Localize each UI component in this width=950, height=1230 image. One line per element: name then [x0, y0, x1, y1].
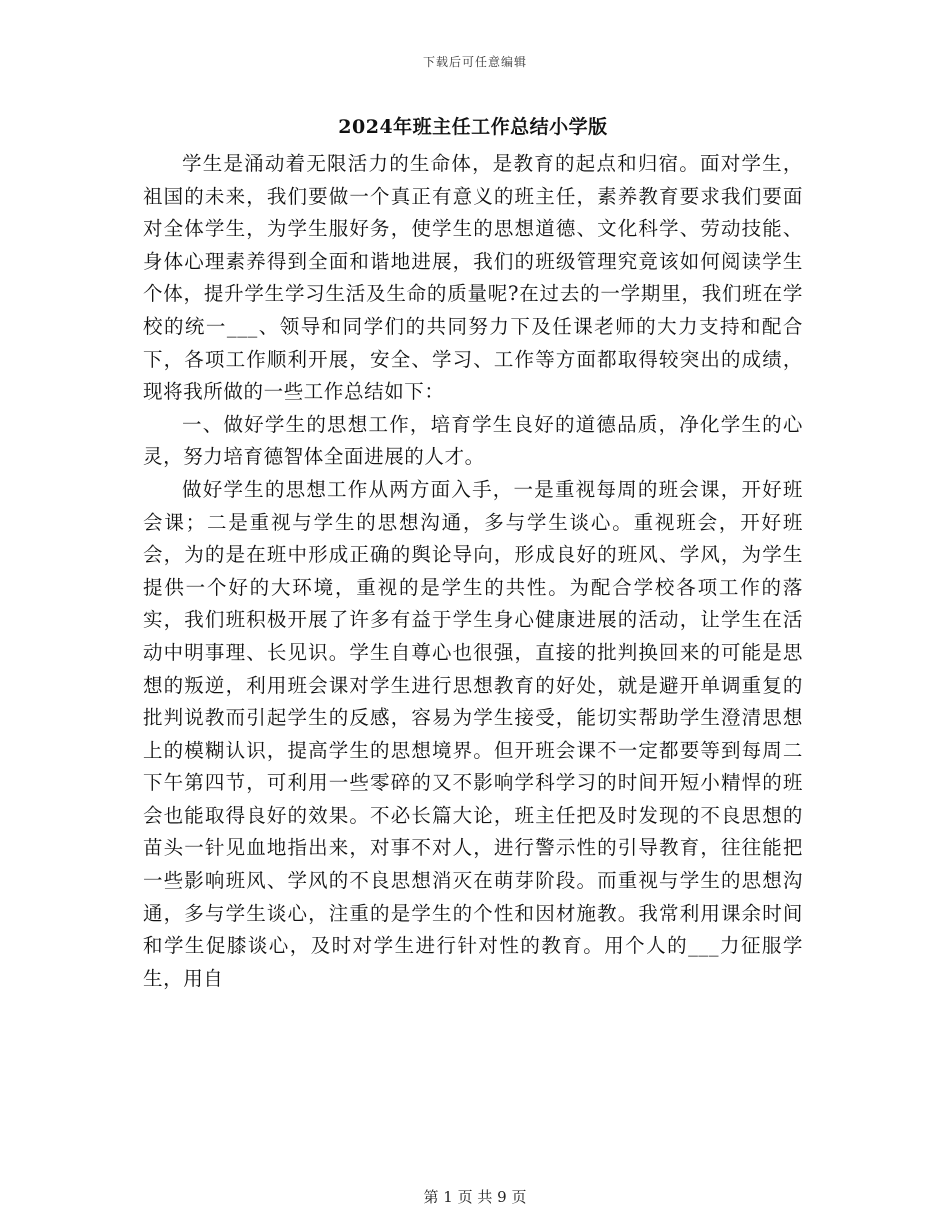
paragraph-body: 做好学生的思想工作从两方面入手，一是重视每周的班会课，开好班会课；二是重视与学生的思想沟通，多与学生谈心。重视班会，开好班会，为的是在班中形成正确的舆论导向，形成良好的班风、学风，为学生提供一个好的大环境，重视的是学生的共性。为配合学校各项工作的落实，我们班积极开展了许多有益于学生身心健康进展的活动，让学生在活动中明事理、长见识。学生自尊心也很强，直接的批判换回来的可能是思想的叛逆，利用班会课对学生进行思想教育的好处，就是避开单调重复的批判说教而引起学生的反感，容易为学生接受，能切实帮助学生澄清思想上的模糊认识，提高学生的思想境界。但开班会课不一定都要等到每周二下午第四节，可利用一些零碎的又不影响学科学习的时间开短小精悍的班会也能取得良好的效果。不必长篇大论，班主任把及时发现的不良思想的苗头一针见血地指出来，对事不对人，进行警示性的引导教育，往往能把一些影响班风、学风的不良思想消灭在萌芽阶段。而重视与学生的思想沟通，多与学生谈心，注重的是学生的个性和因材施教。我常利用课余时间和学生促膝谈心，及时对学生进行针对性的教育。用个人的___力征服学生，用自 [143, 477, 803, 990]
page-header: 下载后可任意编辑 [422, 55, 527, 69]
document-body [143, 112, 803, 995]
page-footer: 第 1 页 共 9 页 [423, 1188, 527, 1206]
document-title: 2024年班主任工作总结小学版 [338, 116, 608, 138]
paragraph-section-heading: 一、做好学生的思想工作，培育学生良好的道德品质，净化学生的心灵，努力培育德智体全面进展的人才。 [143, 412, 803, 469]
paragraph-intro: 学生是涌动着无限活力的生命体，是教育的起点和归宿。面对学生，祖国的未来，我们要做一个真正有意义的班主任，素养教育要求我们要面对全体学生，为学生服好务，使学生的思想道德、文化科学、劳动技能、身体心理素养得到全面和谐地进展，我们的班级管理究竟该如何阅读学生个体，提升学生学习生活及生命的质量呢?在过去的一学期里，我们班在学校的统一___、领导和同学们的共同努力下及任课老师的大力支持和配合下，各项工作顺利开展，安全、学习、工作等方面都取得较突出的成绩，现将我所做的一些工作总结如下： [143, 152, 803, 404]
